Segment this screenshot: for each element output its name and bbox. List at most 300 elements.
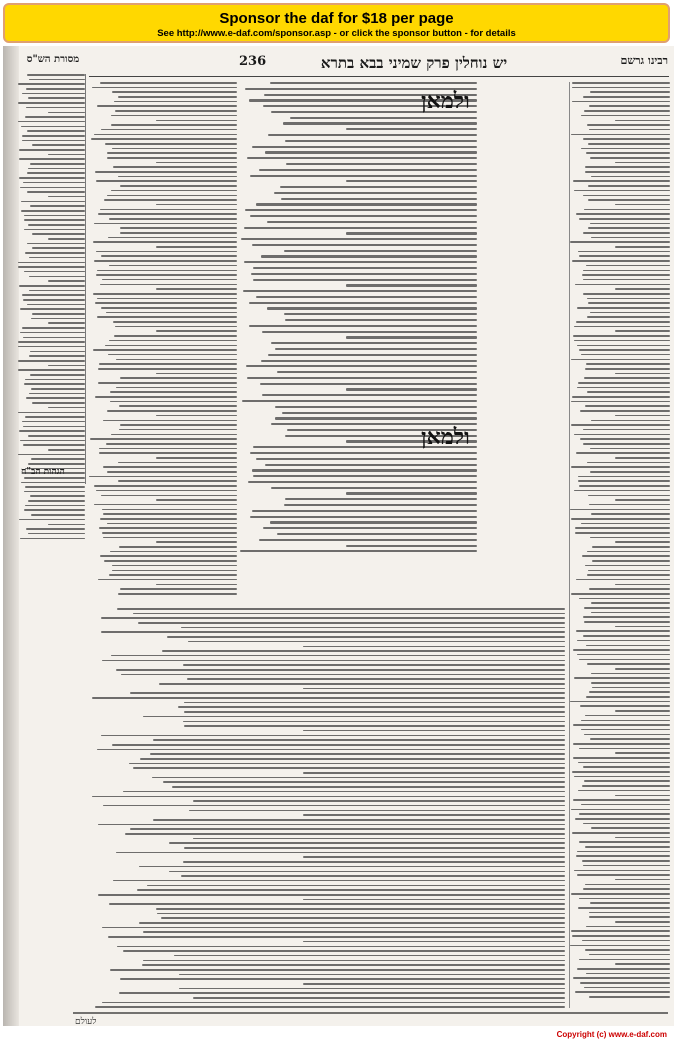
text-line [303, 941, 565, 943]
text-line [142, 964, 565, 966]
text-line [18, 266, 85, 268]
text-line [22, 327, 85, 329]
text-line [588, 199, 670, 201]
text-line [242, 400, 477, 402]
page-number: 236 [239, 54, 267, 69]
text-line [118, 176, 237, 178]
text-line [179, 974, 565, 976]
text-line [570, 241, 670, 243]
text-line [615, 457, 670, 459]
text-line [162, 650, 565, 652]
text-line [30, 374, 85, 376]
text-line [584, 209, 670, 211]
text-line [111, 124, 237, 126]
text-line [26, 107, 85, 109]
text-line [590, 471, 670, 473]
text-line [587, 663, 670, 665]
text-line [573, 799, 670, 801]
text-line [244, 227, 477, 229]
text-line [143, 931, 565, 933]
text-line [23, 182, 85, 184]
rabbeinu-gershom-column [569, 82, 670, 1008]
text-line [48, 407, 85, 409]
text-line [290, 117, 477, 119]
text-line [107, 195, 237, 197]
text-line [27, 130, 85, 132]
text-line [181, 627, 565, 629]
text-line [251, 273, 477, 275]
dibbur-hamatchil-velaman-2: ולמאן [421, 424, 470, 450]
text-line [259, 539, 477, 541]
text-line [585, 171, 670, 173]
text-line [588, 495, 670, 497]
text-line [579, 218, 670, 220]
text-line [615, 668, 670, 670]
text-line [90, 438, 237, 440]
text-line [280, 186, 477, 188]
text-line [615, 415, 670, 417]
text-line [156, 584, 237, 586]
text-line [103, 420, 237, 422]
text-line [615, 162, 670, 164]
text-line [153, 819, 565, 821]
text-line [572, 82, 670, 84]
text-line [577, 345, 670, 347]
text-line [572, 101, 670, 103]
text-line [24, 477, 85, 479]
text-line [156, 373, 237, 375]
text-line [615, 879, 670, 881]
sponsor-banner[interactable] [3, 3, 670, 43]
text-line [95, 1006, 565, 1008]
text-line [101, 129, 237, 131]
text-line [243, 290, 477, 292]
text-line [589, 129, 670, 131]
text-line [271, 487, 477, 489]
text-line [113, 166, 237, 168]
text-line [573, 180, 670, 182]
text-line [615, 584, 670, 586]
text-line [591, 673, 670, 675]
text-line [31, 318, 85, 320]
text-line [193, 997, 565, 999]
haghot-habach-column [17, 486, 85, 546]
text-line [92, 87, 237, 89]
text-line [30, 205, 85, 207]
text-line [112, 148, 237, 150]
text-line [28, 168, 85, 170]
text-line [582, 274, 670, 276]
text-line [582, 785, 670, 787]
text-line [130, 828, 565, 830]
text-line [588, 143, 670, 145]
text-line [101, 617, 565, 619]
text-line [253, 475, 477, 477]
text-line [24, 215, 85, 217]
text-line [615, 541, 670, 543]
text-line [97, 316, 237, 318]
text-line [18, 360, 85, 362]
text-line [117, 946, 565, 948]
text-line [265, 464, 477, 466]
text-line [22, 135, 85, 137]
text-line [277, 371, 477, 373]
text-line [153, 739, 565, 741]
text-line [615, 120, 670, 122]
text-line [22, 421, 85, 423]
text-line [615, 288, 670, 290]
text-line [116, 852, 565, 854]
text-line [19, 519, 85, 521]
text-line [22, 93, 85, 95]
text-line [346, 180, 477, 182]
text-line [24, 229, 85, 231]
text-line [589, 105, 670, 107]
text-line [139, 866, 565, 868]
text-line [589, 912, 670, 914]
text-line [585, 166, 670, 168]
text-line [583, 279, 670, 281]
text-line [156, 162, 237, 164]
text-line [101, 495, 237, 497]
text-line [583, 293, 670, 295]
text-line [572, 832, 670, 834]
text-line [577, 851, 670, 853]
text-line [48, 154, 85, 156]
text-line [104, 199, 237, 201]
text-line [591, 176, 670, 178]
text-line [580, 438, 670, 440]
text-line [244, 261, 477, 263]
text-line [22, 140, 85, 142]
text-line [172, 786, 565, 788]
text-line [48, 524, 85, 526]
text-line [585, 949, 670, 951]
text-line [575, 527, 670, 529]
header-rule [89, 76, 669, 77]
text-line [48, 280, 85, 282]
text-line [111, 115, 237, 117]
text-line [140, 758, 565, 760]
text-line [116, 387, 237, 389]
text-line [99, 527, 237, 529]
text-line [25, 416, 85, 418]
text-line [101, 735, 565, 737]
text-line [584, 110, 670, 112]
text-line [573, 724, 670, 726]
text-line [579, 349, 670, 351]
text-line [19, 430, 85, 432]
text-line [587, 298, 670, 300]
text-line [133, 613, 565, 615]
text-line [585, 884, 670, 886]
text-line [21, 482, 85, 484]
text-line [25, 486, 85, 488]
text-line [48, 112, 85, 114]
text-line [579, 959, 670, 961]
text-line [615, 204, 670, 206]
text-line [584, 987, 670, 989]
text-line [48, 196, 85, 198]
text-line [31, 458, 85, 460]
text-line [586, 645, 670, 647]
text-line [574, 434, 670, 436]
text-line [181, 875, 565, 877]
text-line [109, 903, 565, 905]
text-line [587, 124, 670, 126]
text-line [588, 302, 670, 304]
text-line [245, 209, 477, 211]
text-line [48, 238, 85, 240]
text-line [274, 192, 477, 194]
text-line [574, 776, 670, 778]
text-line [268, 134, 477, 136]
text-line [615, 246, 670, 248]
text-line [587, 574, 670, 576]
text-line [578, 382, 670, 384]
text-line [586, 152, 670, 154]
text-line [575, 991, 670, 993]
text-line [574, 490, 670, 492]
text-line [589, 504, 670, 506]
text-line [98, 368, 237, 370]
text-line [581, 720, 670, 722]
text-line [248, 481, 477, 483]
text-line [581, 804, 670, 806]
text-line [29, 257, 85, 259]
text-line [247, 157, 477, 159]
text-line [102, 1002, 565, 1004]
text-line [19, 158, 85, 160]
mesorat-hashas-column [17, 74, 86, 484]
text-line [571, 424, 670, 426]
text-line [24, 383, 85, 385]
text-line [98, 382, 237, 384]
text-line [571, 401, 670, 403]
text-line [570, 509, 670, 511]
text-line [583, 823, 670, 825]
text-line [583, 616, 670, 618]
text-line [111, 190, 237, 192]
text-line [156, 499, 237, 501]
text-line [303, 772, 565, 774]
text-line [121, 674, 565, 676]
text-line [96, 180, 237, 182]
text-line [303, 856, 565, 858]
text-line [573, 977, 670, 979]
text-line [103, 537, 237, 539]
text-line [574, 190, 670, 192]
text-line [585, 565, 670, 567]
text-line [574, 326, 670, 328]
text-line [615, 752, 670, 754]
text-line [119, 546, 237, 548]
text-line [579, 813, 670, 815]
text-line [23, 299, 85, 301]
text-line [576, 321, 670, 323]
text-line [615, 499, 670, 501]
text-line [584, 621, 670, 623]
text-line [587, 462, 670, 464]
text-line [578, 476, 670, 478]
text-line [120, 227, 237, 229]
text-line [123, 791, 565, 793]
text-line [20, 308, 85, 310]
text-line [573, 335, 670, 337]
text-line [184, 711, 565, 713]
text-line [579, 255, 670, 257]
text-line [250, 175, 477, 177]
text-line [590, 91, 670, 93]
text-line [98, 579, 237, 581]
text-line [578, 762, 670, 764]
text-line [615, 921, 670, 923]
text-line [249, 302, 477, 304]
text-line [265, 151, 477, 153]
text-line [163, 781, 565, 783]
text-line [303, 983, 565, 985]
text-line [107, 152, 237, 154]
text-line [92, 697, 565, 699]
text-line [96, 274, 237, 276]
text-line [582, 860, 670, 862]
text-line [577, 640, 670, 642]
text-line [29, 290, 85, 292]
text-line [346, 284, 477, 286]
text-line [577, 307, 670, 309]
text-line [159, 683, 565, 685]
text-line [94, 485, 237, 487]
text-line [583, 635, 670, 637]
haghot-habach-heading: הגהות הב"ח [21, 467, 65, 477]
text-line [585, 368, 670, 370]
sponsor-title[interactable]: Sponsor the daf for $18 per page [219, 10, 454, 27]
text-line [183, 664, 565, 666]
text-line [346, 336, 477, 338]
text-line [572, 771, 670, 773]
gemara-text-column [239, 82, 477, 602]
text-line [573, 649, 670, 651]
text-line [30, 163, 85, 165]
text-line [18, 346, 85, 348]
text-line [275, 417, 477, 419]
text-line [577, 387, 670, 389]
text-line [583, 232, 670, 234]
copyright-footer: Copyright (c) www.e-daf.com [556, 1030, 667, 1039]
sponsor-subtitle[interactable]: See http://www.e-daf.com/sponsor.asp - or click the sponsor button - for details [157, 28, 516, 39]
text-line [97, 270, 237, 272]
text-line [112, 91, 237, 93]
text-line [103, 466, 237, 468]
tosafot-column [89, 82, 237, 602]
text-line [587, 316, 670, 318]
text-line [24, 491, 85, 493]
text-line [256, 203, 477, 205]
text-line [139, 922, 565, 924]
text-line [303, 730, 565, 732]
text-line [111, 434, 237, 436]
text-line [120, 232, 237, 234]
text-line [18, 341, 85, 343]
text-line [592, 560, 670, 562]
text-line [100, 555, 237, 557]
text-line [143, 716, 565, 718]
text-line [590, 537, 670, 539]
text-line [96, 251, 237, 253]
text-line [579, 898, 670, 900]
rashbam-commentary-block [89, 608, 565, 1008]
text-line [615, 330, 670, 332]
text-line [101, 631, 565, 633]
text-line [32, 144, 85, 146]
text-line [48, 449, 85, 451]
text-line [581, 115, 670, 117]
text-line [583, 766, 670, 768]
text-line [118, 96, 237, 98]
text-line [23, 444, 85, 446]
text-line [579, 485, 670, 487]
text-line [179, 988, 565, 990]
text-line [18, 102, 85, 104]
text-line [156, 415, 237, 417]
text-line [579, 748, 670, 750]
text-line [22, 294, 85, 296]
text-line [589, 916, 670, 918]
text-line [120, 185, 237, 187]
text-line [263, 527, 477, 529]
text-line [285, 319, 477, 321]
catchword-leolam: לעולם [75, 1017, 97, 1026]
text-line [25, 252, 85, 254]
text-line [109, 574, 237, 576]
text-line [98, 894, 565, 896]
text-line [106, 312, 237, 314]
text-line [105, 143, 237, 145]
text-line [114, 101, 237, 103]
text-line [267, 221, 477, 223]
text-line [587, 551, 670, 553]
text-line [156, 120, 237, 122]
text-line [109, 218, 237, 220]
text-line [615, 373, 670, 375]
text-line [250, 215, 477, 217]
text-line [25, 505, 85, 507]
text-line [346, 545, 477, 547]
text-line [99, 452, 237, 454]
text-line [107, 471, 237, 473]
text-line [106, 443, 237, 445]
text-line [346, 232, 477, 234]
text-line [18, 83, 85, 85]
text-line [26, 528, 85, 530]
text-line [156, 908, 565, 910]
text-line [252, 469, 477, 471]
text-line [584, 607, 670, 609]
text-line [275, 348, 478, 350]
text-line [97, 749, 565, 751]
text-line [99, 448, 237, 450]
text-line [25, 379, 86, 381]
text-line [571, 809, 670, 811]
text-line [588, 570, 670, 572]
text-line [590, 902, 670, 904]
text-line [583, 96, 670, 98]
text-line [32, 247, 85, 249]
text-line [589, 691, 670, 693]
text-line [285, 498, 477, 500]
text-line [286, 163, 477, 165]
text-line [94, 260, 237, 262]
